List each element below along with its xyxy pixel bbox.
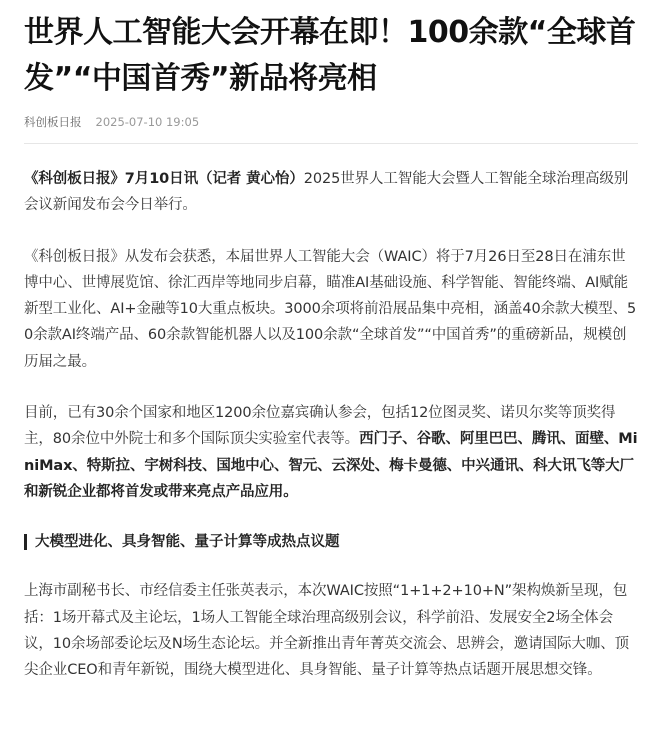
section-heading: [24, 531, 638, 553]
article-title: 世界人工智能大会开幕在即！100余款“全球首发”“中国首秀”新品将亮相: [24, 15, 636, 96]
paragraph-4: 上海市副秘书长、市经信委主任张英表示，本次WAIC按照“1+1+2+10+N”架构焕新呈现，包括：1场开幕式及主论坛，1场人工智能全球治理高级别会议，科学前沿、发展安全2场全体会议，10余场部委论坛及N场生态论坛。并全新推出青年菁英交流会、思辨会，邀请国际大咖、顶尖企业CEO和青年新锐，围绕大模型进化、具身智能、量子计算等热点话题开展思想交锋。: [24, 583, 629, 679]
divider: [24, 143, 638, 144]
paragraph-2: 《科创板日报》从发布会获悉，本届世界人工智能大会（WAIC）将于7月26日至28日在浦东世博中心、世博展览馆、徐汇西岸等地同步启幕，瞄准AI基础设施、科学智能、智能终端、AI赋能新型工业化、AI+金融等10大重点板块。3000余项将前沿展品集中亮相，涵盖40余款大模型、50余款AI终端产品、60余款智能机器人以及100余款“全球首发”“中国首秀”的重磅新品，规模创历届之最。: [24, 248, 637, 370]
paragraph-3: [24, 400, 638, 505]
article-meta: [24, 114, 638, 130]
paragraph-lead: 《科创板日报》7月10日讯（记者 黄心怡）: [24, 171, 304, 187]
source-link[interactable]: 科创板日报: [24, 115, 82, 129]
paragraph-1: [24, 166, 638, 219]
paragraph-3-text: 目前，已有30余个国家和地区1200余位嘉宾确认参会，包括12位图灵奖、诺贝尔奖等顶奖得主，80余位中外院士和多个国际顶尖实验室代表等。: [24, 405, 616, 448]
section-bar: [24, 534, 27, 550]
paragraph-3-bold: 西门子、谷歌、阿里巴巴、腾讯、面壁、MiniMax、特斯拉、宇树科技、国地中心、智元、云深处、梅卡曼德、中兴通讯、科大讯飞等大厂和新锐企业都将首发或带来亮点产品应用。: [24, 431, 638, 500]
publish-date: 2025-07-10 19:05: [95, 115, 200, 129]
section-heading-text: 大模型进化、具身智能、量子计算等成热点议题: [35, 534, 340, 551]
paragraph-1-text: 2025世界人工智能大会暨人工智能全球治理高级别会议新闻发布会今日举行。: [24, 171, 629, 214]
